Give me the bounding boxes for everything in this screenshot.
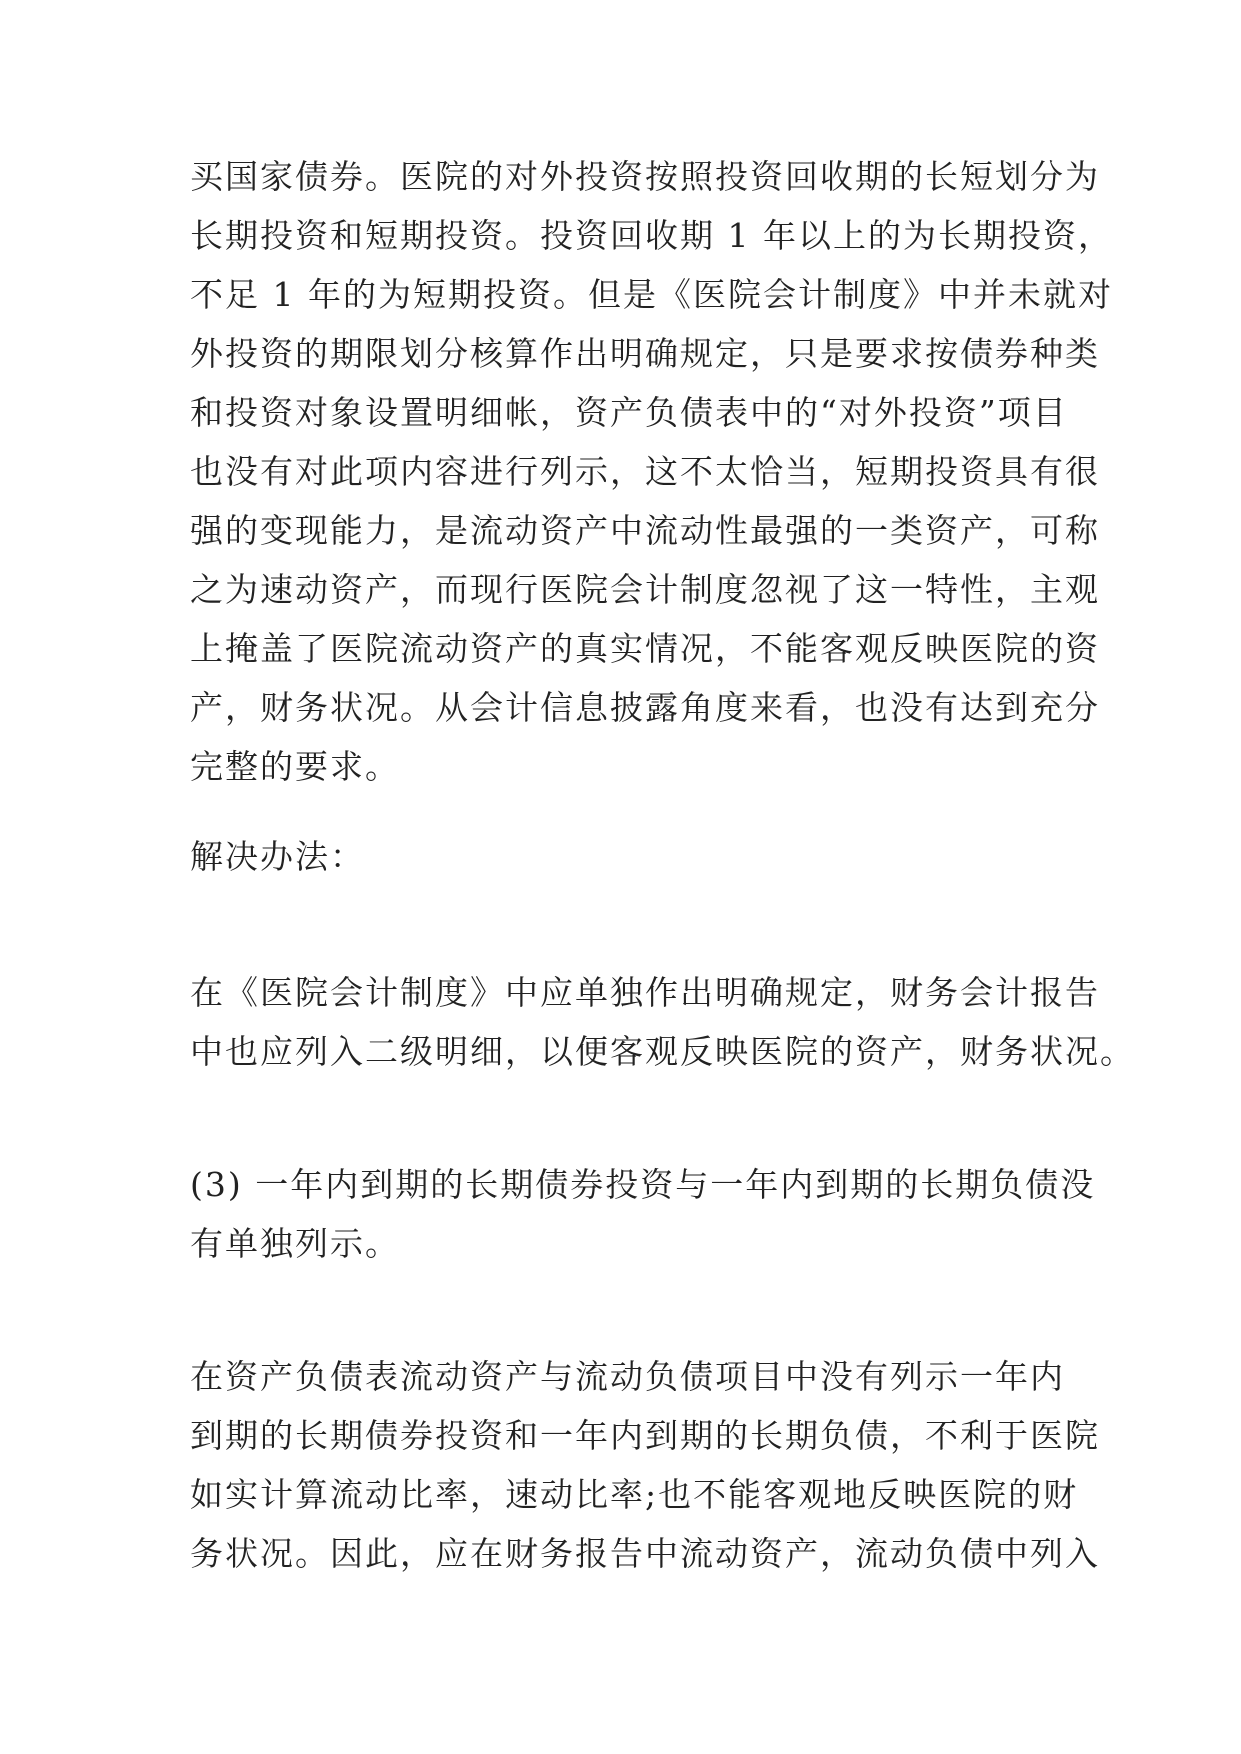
text-line: 中也应列入二级明细，以便客观反映医院的资产，财务状况。 bbox=[190, 1032, 1135, 1071]
text-line: 解决办法： bbox=[190, 837, 365, 876]
text-line: 上掩盖了医院流动资产的真实情况，不能客观反映医院的资 bbox=[190, 629, 1100, 668]
paragraph-investment-classification bbox=[190, 147, 1113, 796]
paragraph-solution-heading bbox=[190, 827, 1070, 886]
text-line: 如实计算流动比率，速动比率;也不能客观地反映医院的财 bbox=[190, 1475, 1079, 1514]
paragraph-balance-sheet bbox=[190, 1347, 1100, 1583]
text-line: 外投资的期限划分核算作出明确规定，只是要求按债券种类 bbox=[190, 334, 1100, 373]
paragraph-item-3 bbox=[190, 1155, 1096, 1273]
text-line: 务状况。因此，应在财务报告中流动资产，流动负债中列入 bbox=[190, 1534, 1100, 1573]
text-line: 也没有对此项内容进行列示，这不太恰当，短期投资具有很 bbox=[190, 452, 1100, 491]
text-line: 完整的要求。 bbox=[190, 747, 400, 786]
text-line: 强的变现能力，是流动资产中流动性最强的一类资产，可称 bbox=[190, 511, 1100, 550]
text-line: 长期投资和短期投资。投资回收期 1 年以上的为长期投资， bbox=[190, 216, 1113, 255]
text-line: 买国家债券。医院的对外投资按照投资回收期的长短划分为 bbox=[190, 157, 1100, 196]
text-line: 不足 1 年的为短期投资。但是《医院会计制度》中并未就对 bbox=[190, 275, 1113, 314]
text-line: 有单独列示。 bbox=[190, 1224, 400, 1263]
paragraph-solution bbox=[190, 963, 1135, 1081]
text-line: (3) 一年内到期的长期债券投资与一年内到期的长期负债没 bbox=[190, 1165, 1096, 1204]
text-line: 在资产负债表流动资产与流动负债项目中没有列示一年内 bbox=[190, 1357, 1065, 1396]
text-line: 产，财务状况。从会计信息披露角度来看，也没有达到充分 bbox=[190, 688, 1100, 727]
text-line: 在《医院会计制度》中应单独作出明确规定，财务会计报告 bbox=[190, 973, 1100, 1012]
text-line: 到期的长期债券投资和一年内到期的长期负债，不利于医院 bbox=[190, 1416, 1100, 1455]
text-line: 之为速动资产，而现行医院会计制度忽视了这一特性，主观 bbox=[190, 570, 1100, 609]
text-line: 和投资对象设置明细帐，资产负债表中的“对外投资”项目 bbox=[190, 393, 1068, 432]
